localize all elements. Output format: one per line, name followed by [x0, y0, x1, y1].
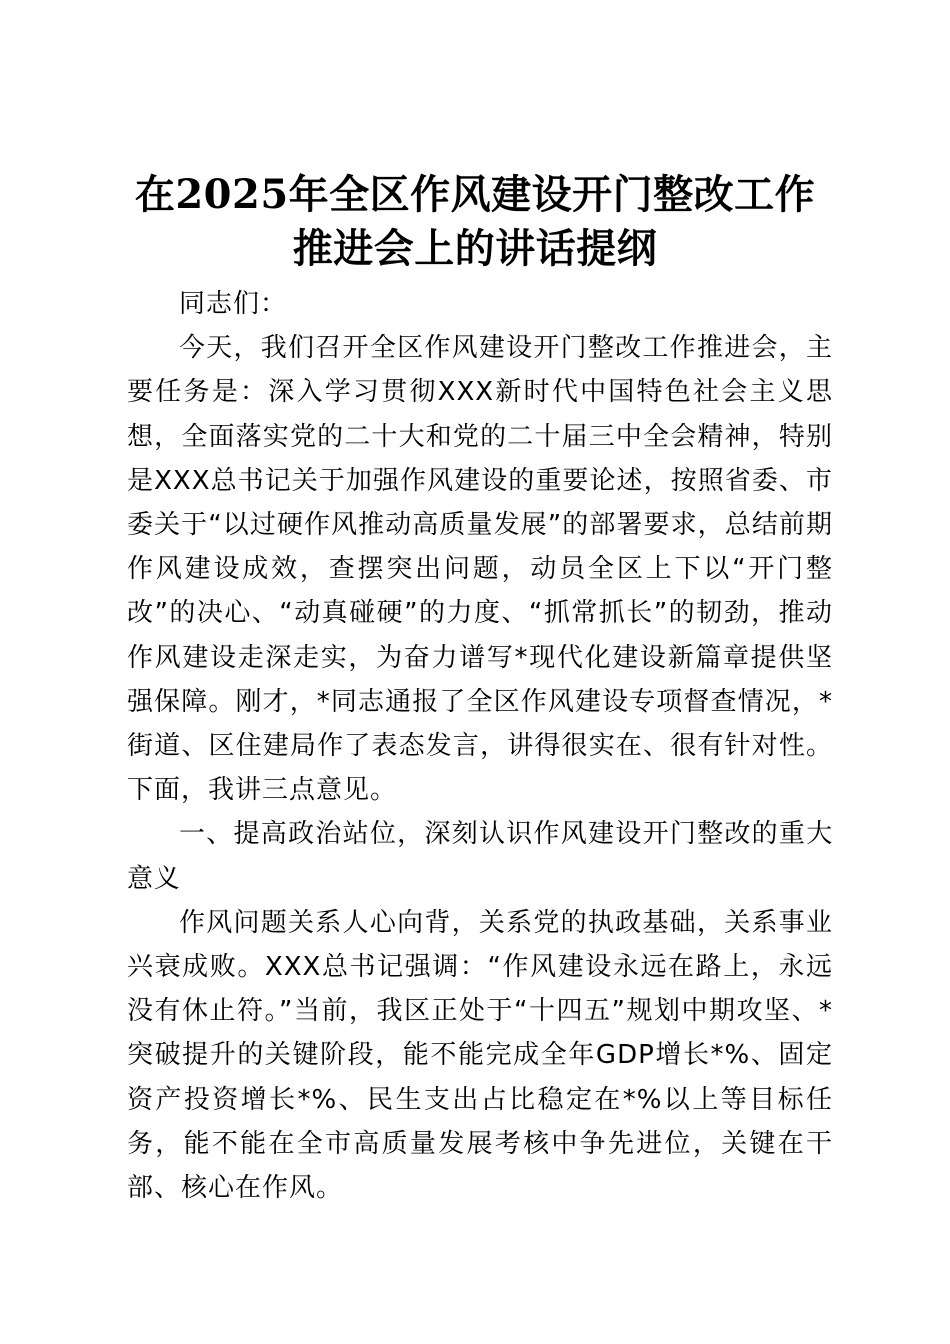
document-title	[100, 168, 850, 276]
salutation: 同志们：	[179, 289, 288, 319]
title-line-2: 推进会上的讲话提纲	[292, 225, 658, 272]
title-line-1: 在2025年全区作风建设开门整改工作	[134, 171, 816, 218]
section-1-heading: 一、提高政治站位，深刻认识作风建设开门整改的重大意义	[127, 819, 833, 894]
intro-paragraph: 今天，我们召开全区作风建设开门整改工作推进会，主要任务是：深入学习贯彻XXX新时代中国特色社会主义思想，全面落实党的二十大和党的二十届三中全会精神，特别是XXX总书记关于加强作风建设的重要论述，按照省委、市委关于“以过硬作风推动高质量发展”的部署要求，总结前期作风建设成效，查摆突出问题，动员全区上下以“开门整改”的决心、“动真碰硬”的力度、“抓常抓长”的韧劲，推动作风建设走深走实，为奋力谱写*现代化建设新篇章提供坚强保障。刚才，*同志通报了全区作风建设专项督查情况，*街道、区住建局作了表态发言，讲得很实在、很有针对性。下面，我讲三点意见。	[127, 333, 833, 806]
section-1-paragraph: 作风问题关系人心向背，关系党的执政基础，关系事业兴衰成败。XXX总书记强调：“作风建设永远在路上，永远没有休止符。”当前，我区正处于“十四五”规划中期攻坚、*突破提升的关键阶段，能不能完成全年GDP增长*%、固定资产投资增长*%、民生支出占比稳定在*%以上等目标任务，能不能在全市高质量发展考核中争先进位，关键在干部、核心在作风。	[127, 907, 833, 1204]
document-body	[127, 282, 833, 1210]
